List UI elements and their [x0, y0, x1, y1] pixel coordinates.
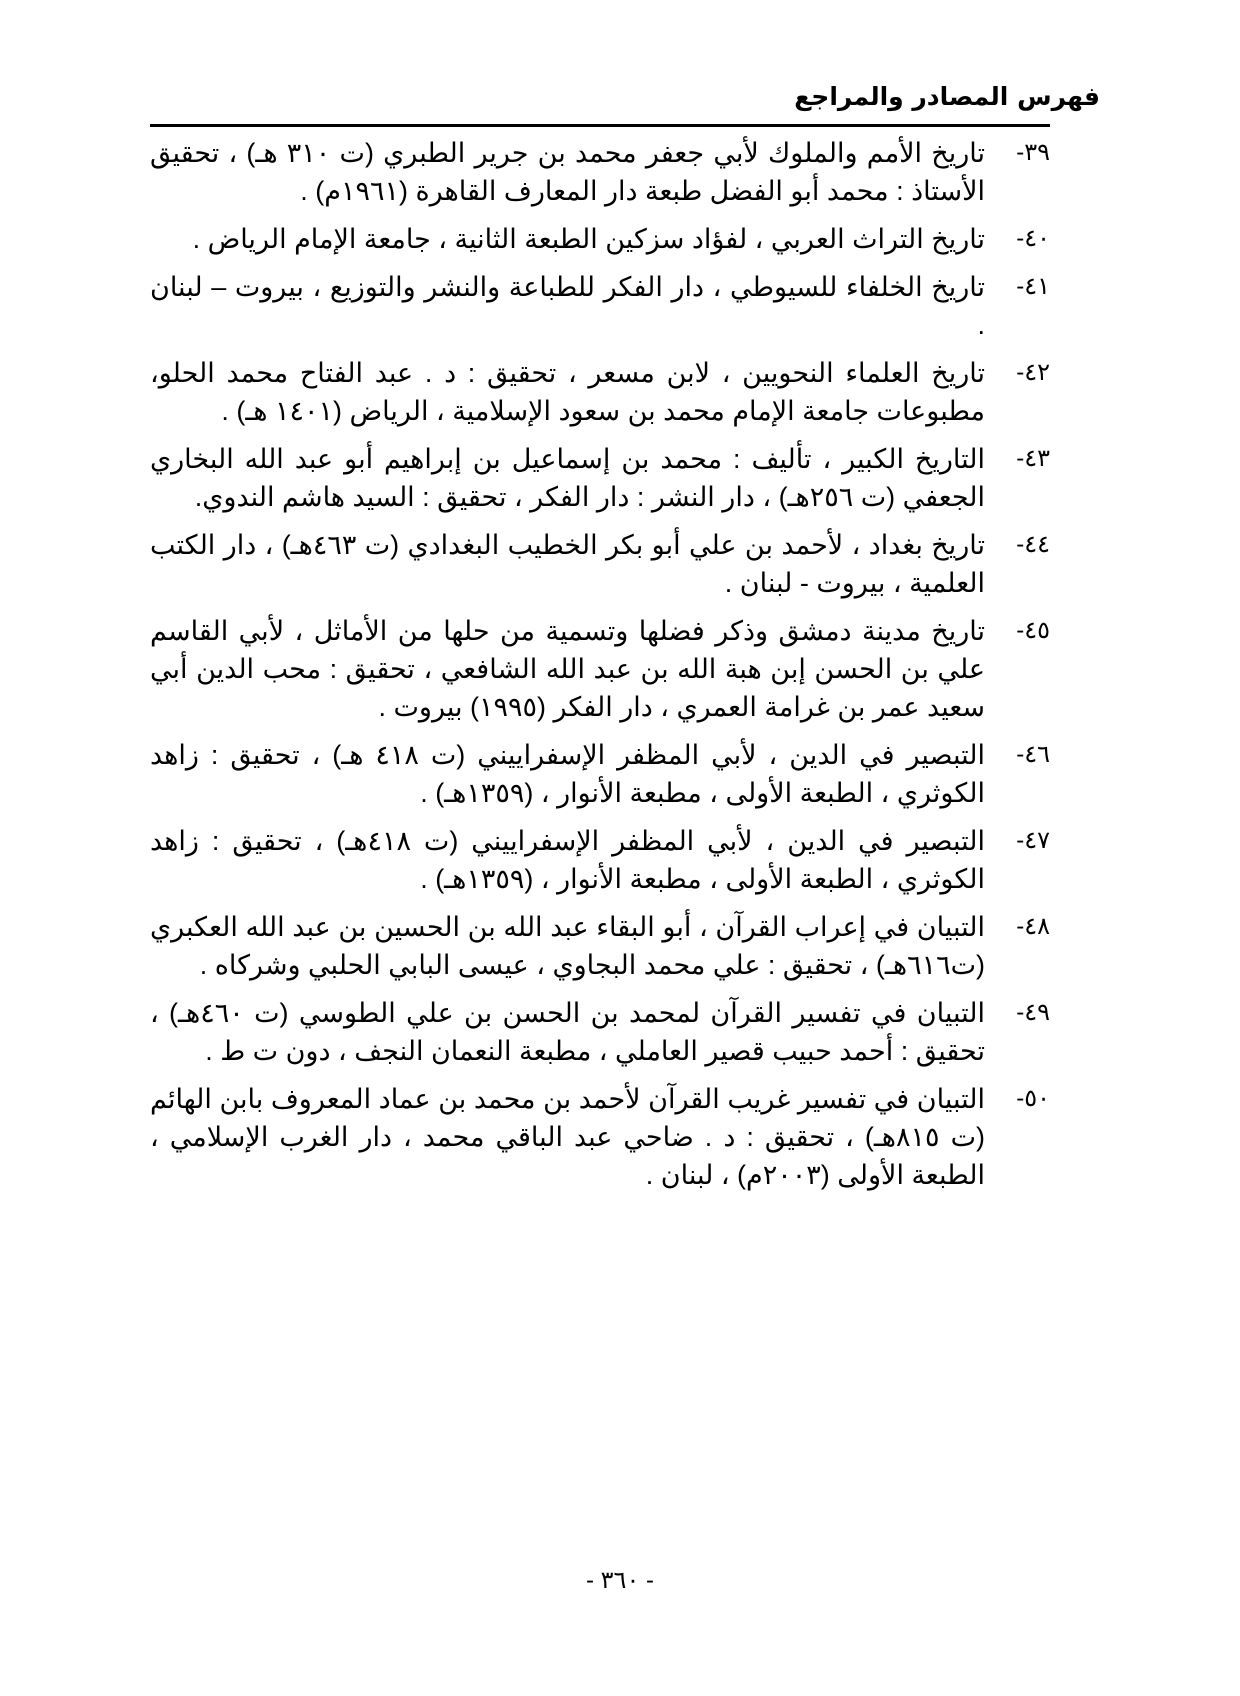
list-item [150, 994, 1050, 1070]
entry-text: تاريخ الخلفاء للسيوطي ، دار الفكر للطباعة والنشر والتوزيع ، بيروت – لبنان . [150, 272, 985, 340]
entry-number: ٤٩- [1016, 999, 1050, 1026]
entry-text: تاريخ بغداد ، لأحمد بن علي أبو بكر الخطيب البغدادي (ت ٤٦٣هـ) ، دار الكتب العلمية ، بيروت - لبنان . [150, 530, 985, 598]
entry-number: ٣٩- [1016, 139, 1050, 166]
page-title: فهرس المصادر والمراجع [794, 82, 1100, 111]
entry-text: التبصير في الدين ، لأبي المظفر الإسفراييني (ت ٤١٨هـ) ، تحقيق : زاهد الكوثري ، الطبعة الأولى ، مطبعة الأنوار ، (١٣٥٩هـ) . [150, 826, 985, 894]
list-item [150, 134, 1050, 210]
entry-number: ٤٥- [1016, 617, 1050, 644]
entry-number: ٤٤- [1016, 531, 1050, 558]
entry-text: تاريخ التراث العربي ، لفؤاد سزكين الطبعة الثانية ، جامعة الإمام الرياض . [192, 224, 985, 254]
entry-text: تاريخ العلماء النحويين ، لابن مسعر ، تحقيق : د . عبد الفتاح محمد الحلو، مطبوعات جامعة الإمام محمد بن سعود الإسلامية ، الرياض (١٤٠١ هـ) . [150, 358, 985, 426]
entry-number: ٤٢- [1016, 359, 1050, 386]
entry-number: ٤٣- [1016, 445, 1050, 472]
entry-number: ٤٨- [1016, 913, 1050, 940]
entry-text: تاريخ مدينة دمشق وذكر فضلها وتسمية من حلها من الأماثل ، لأبي القاسم علي بن الحسن إبن هبة الله بن عبد الله الشافعي ، تحقيق : محب الدين أبي سعيد عمر بن غرامة العمري ، دار الفكر (١٩٩٥) بيروت . [150, 616, 985, 722]
entry-number: ٤٦- [1016, 741, 1050, 768]
list-item [150, 612, 1050, 726]
page-number: - ٣٦٠ - [585, 1567, 654, 1594]
list-item [150, 908, 1050, 984]
list-item [150, 822, 1050, 898]
list-item [150, 268, 1050, 344]
list-item [150, 1080, 1050, 1194]
entry-text: التاريخ الكبير ، تأليف : محمد بن إسماعيل بن إبراهيم أبو عبد الله البخاري الجعفي (ت ٢٥٦هـ) ، دار النشر : دار الفكر ، تحقيق : السيد هاشم الندوي. [150, 444, 985, 512]
entry-text: تاريخ الأمم والملوك لأبي جعفر محمد بن جرير الطبري (ت ٣١٠ هـ) ، تحقيق الأستاذ : محمد أبو الفضل طبعة دار المعارف القاهرة (١٩٦١م) . [150, 138, 986, 206]
entry-number: ٤١- [1016, 273, 1050, 300]
entry-text: التبيان في إعراب القرآن ، أبو البقاء عبد الله بن الحسين بن عبد الله العكبري (ت٦١٦هـ) ، تحقيق : علي محمد البجاوي ، عيسى البابي الحلبي وشركاه . [150, 912, 985, 980]
header-divider [150, 124, 1050, 127]
entry-text: التبيان في تفسير القرآن لمحمد بن الحسن بن علي الطوسي (ت ٤٦٠هـ) ، تحقيق : أحمد حبيب قصير العاملي ، مطبعة النعمان النجف ، دون ت ط . [150, 998, 985, 1066]
list-item [150, 440, 1050, 516]
list-item [150, 220, 1050, 258]
entry-number: ٥٠- [1016, 1085, 1050, 1112]
list-item [150, 354, 1050, 430]
bibliography-list [150, 134, 1050, 1204]
entry-number: ٤٧- [1016, 827, 1050, 854]
list-item [150, 736, 1050, 812]
list-item [150, 526, 1050, 602]
entry-text: التبصير في الدين ، لأبي المظفر الإسفراييني (ت ٤١٨ هـ) ، تحقيق : زاهد الكوثري ، الطبعة الأولى ، مطبعة الأنوار ، (١٣٥٩هـ) . [150, 740, 985, 808]
entry-number: ٤٠- [1016, 225, 1050, 252]
entry-text: التبيان في تفسير غريب القرآن لأحمد بن محمد بن عماد المعروف بابن الهائم (ت ٨١٥هـ) ، تحقيق : د . ضاحي عبد الباقي محمد ، دار الغرب الإسلامي ، الطبعة الأولى (٢٠٠٣م) ، لبنان . [150, 1084, 985, 1190]
